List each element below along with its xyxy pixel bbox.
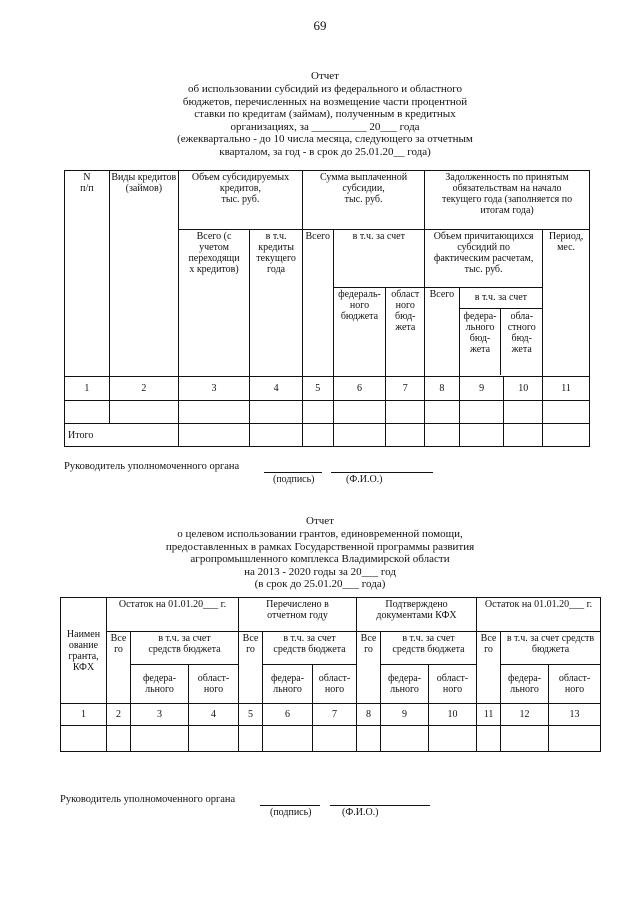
header-federal: федера- льного bbox=[501, 665, 549, 704]
header-debt-total: Всего bbox=[425, 288, 460, 377]
col-number: 12 bbox=[501, 704, 549, 726]
header-incl-budget: в т.ч. за счет средств бюджета bbox=[381, 632, 477, 665]
header-subsidized-volume: Объем субсидируемых кредитов, тыс. руб. bbox=[178, 171, 302, 230]
col-number: 9 bbox=[381, 704, 429, 726]
report1-name-caption: (Ф.И.О.) bbox=[346, 474, 383, 485]
col-number: 4 bbox=[250, 377, 303, 401]
header-grant-name: Наимен ование гранта, КФХ bbox=[61, 598, 107, 704]
col-number: 10 bbox=[429, 704, 477, 726]
header-paid-subsidy: Сумма выплаченной субсидии, тыс. руб. bbox=[303, 171, 425, 230]
page-number: 69 bbox=[313, 18, 327, 33]
table-row bbox=[65, 401, 590, 424]
header-regional: област- ного bbox=[549, 665, 601, 704]
header-debt: Задолженность по принятым обязательствам на начало текущего года (заполняется по итогам года) bbox=[425, 171, 590, 230]
header-total-with-transition: Всего (с учетом переходящи х кредитов) bbox=[178, 230, 249, 377]
signature-line bbox=[264, 472, 322, 473]
header-num: N п/п bbox=[65, 171, 110, 377]
col-number: 1 bbox=[65, 377, 110, 401]
report2-signature-label: Руководитель уполномоченного органа bbox=[60, 794, 236, 805]
col-number: 3 bbox=[178, 377, 249, 401]
col-number: 1 bbox=[61, 704, 107, 726]
header-period: Период, мес. bbox=[543, 230, 590, 377]
header-federal: федера- льного bbox=[263, 665, 313, 704]
report2-subtitle: о целевом использовании грантов, единовременной помощи, предоставленных в рамках Государственной программы развития агропромышленного комплекса Владимирской области на 2013 - 2020 годы за 20___ год (в срок до 25.01.20___ года) bbox=[165, 528, 475, 590]
total-row-label: Итого bbox=[65, 424, 179, 447]
col-number: 11 bbox=[543, 377, 590, 401]
col-number: 6 bbox=[333, 377, 386, 401]
col-number: 11 bbox=[477, 704, 501, 726]
report1-sign-caption: (подпись) bbox=[273, 474, 315, 485]
col-number: 5 bbox=[303, 377, 334, 401]
header-regional-budget: област ного бюд- жета bbox=[386, 288, 425, 377]
header-total: Все го bbox=[239, 632, 263, 704]
header-regional: област- ного bbox=[189, 665, 239, 704]
header-balance-start: Остаток на 01.01.20___ г. bbox=[107, 598, 239, 632]
col-number: 2 bbox=[107, 704, 131, 726]
header-incl-current-year: в т.ч. кредиты текущего года bbox=[250, 230, 303, 377]
col-number: 13 bbox=[549, 704, 601, 726]
report2-title: Отчет bbox=[306, 515, 334, 527]
column-number-row bbox=[61, 704, 601, 726]
header-due-volume: Объем причитающихся субсидий по фактическим расчетам, тыс. руб. bbox=[425, 230, 543, 288]
report1-title: Отчет bbox=[311, 70, 339, 82]
header-total: Всего bbox=[303, 230, 334, 377]
header-regional: област- ного bbox=[313, 665, 357, 704]
name-line bbox=[330, 805, 430, 806]
header-federal: федера- льного bbox=[131, 665, 189, 704]
report1-table bbox=[64, 170, 590, 447]
header-total: Все го bbox=[107, 632, 131, 704]
col-number: 5 bbox=[239, 704, 263, 726]
col-number: 7 bbox=[386, 377, 425, 401]
header-confirmed: Подтверждено документами КФХ bbox=[357, 598, 477, 632]
header-incl-budget: в т.ч. за счет средств бюджета bbox=[131, 632, 239, 665]
header-incl-budget: в т.ч. за счет средств бюджета bbox=[263, 632, 357, 665]
name-line bbox=[331, 472, 433, 473]
column-number-row bbox=[65, 377, 590, 401]
header-credit-types: Виды кредитов (займов) bbox=[109, 171, 178, 377]
report1-signature-label: Руководитель уполномоченного органа bbox=[64, 461, 240, 472]
signature-line bbox=[260, 805, 320, 806]
header-debt-regional: обла- стного бюд- жета bbox=[507, 311, 536, 355]
col-number: 8 bbox=[357, 704, 381, 726]
col-number: 2 bbox=[109, 377, 178, 401]
col-number: 6 bbox=[263, 704, 313, 726]
header-incl-budget-last: в т.ч. за счет средств бюджета bbox=[501, 632, 601, 665]
header-debt-federal: федера- льного бюд- жета bbox=[460, 309, 502, 375]
header-total: Все го bbox=[477, 632, 501, 704]
col-number: 9 bbox=[459, 377, 504, 401]
header-incl-account: в т.ч. за счет bbox=[333, 230, 425, 288]
report1-subtitle: об использовании субсидий из федерального и областного бюджетов, перечисленных на возмещение части процентной ставки по кредитам (займам), полученным в кредитных организациях, за __________ 20___ года (ежеквартально - до 10 числа месяца, следующего за отчетным кварталом, за год - в срок до 25.01.20__ года) bbox=[177, 83, 473, 158]
header-balance-end: Остаток на 01.01.20___ г. bbox=[477, 598, 601, 632]
col-number: 4 bbox=[189, 704, 239, 726]
report2-sign-caption: (подпись) bbox=[270, 807, 312, 818]
header-transferred: Перечислено в отчетном году bbox=[239, 598, 357, 632]
header-debt-incl: в т.ч. за счет bbox=[460, 288, 542, 309]
header-regional: област- ного bbox=[429, 665, 477, 704]
col-number: 7 bbox=[313, 704, 357, 726]
total-row bbox=[65, 424, 590, 447]
report2-table bbox=[60, 597, 601, 752]
table-row bbox=[61, 726, 601, 752]
col-number: 10 bbox=[504, 377, 543, 401]
col-number: 8 bbox=[425, 377, 460, 401]
header-federal: федера- льного bbox=[381, 665, 429, 704]
header-federal-budget: федераль- ного бюджета bbox=[333, 288, 386, 377]
header-total: Все го bbox=[357, 632, 381, 704]
report2-name-caption: (Ф.И.О.) bbox=[342, 807, 379, 818]
col-number: 3 bbox=[131, 704, 189, 726]
